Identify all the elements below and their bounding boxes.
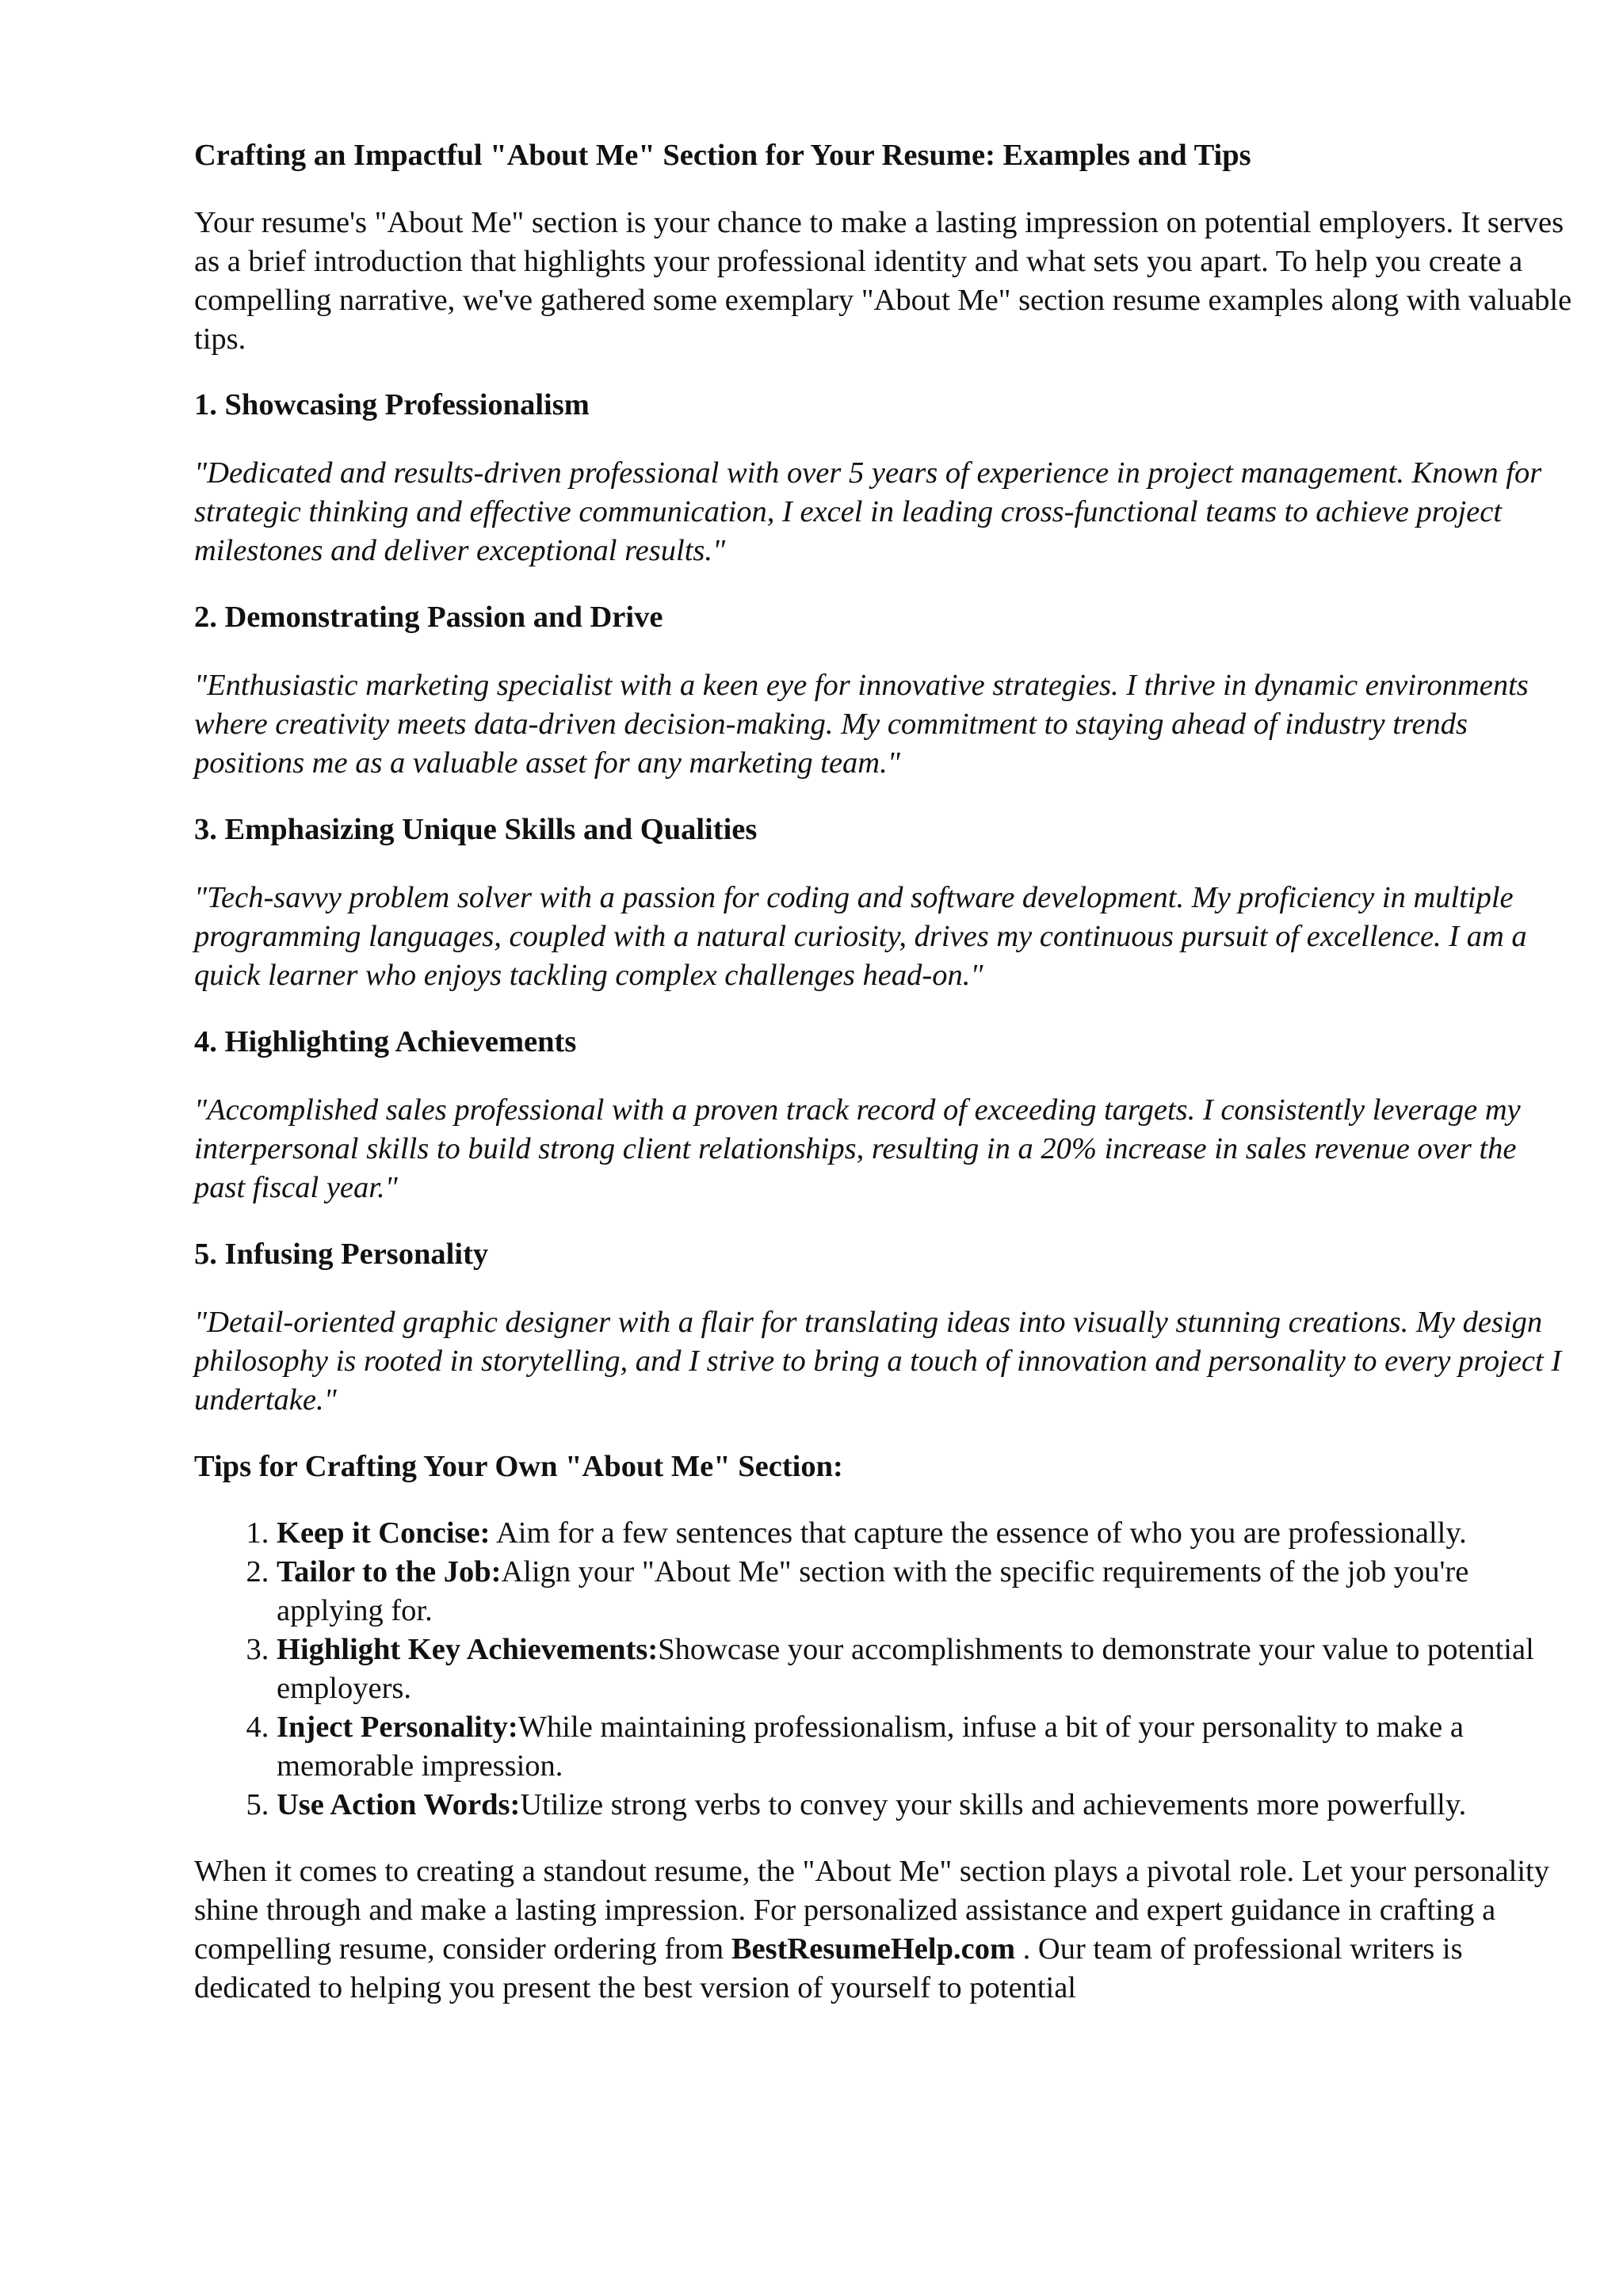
tip-title: Keep it Concise: xyxy=(277,1516,491,1550)
tip-title: Inject Personality: xyxy=(277,1711,518,1744)
tip-item xyxy=(277,1630,1573,1708)
document-title: Crafting an Impactful "About Me" Section for Your Resume: Examples and Tips xyxy=(194,139,1251,172)
tip-title: Highlight Key Achievements: xyxy=(277,1633,659,1666)
example-quote: "Enthusiastic marketing specialist with a keen eye for innovative strategies. I thrive in dynamic environments where creativity meets data-driven decision-making. My commitment to staying ahead of industry trends positions me as a valuable asset for any marketing team." xyxy=(194,669,1529,780)
intro-paragraph: Your resume's "About Me" section is your chance to make a lasting impression on potential employers. It serves as a brief introduction that highlights your professional identity and what sets you apart. To help you create a compelling narrative, we've gathered some exemplary "About Me" section resume examples along with valuable tips. xyxy=(194,206,1572,356)
example-section-1 xyxy=(194,386,1573,570)
closing-text-after: . Our team of professional writers is dedicated to helping you present the best version of yourself to potential xyxy=(194,1932,1463,2004)
tip-item xyxy=(277,1553,1573,1630)
section-heading: 5. Infusing Personality xyxy=(194,1238,489,1271)
tips-heading: Tips for Crafting Your Own "About Me" Section: xyxy=(194,1450,843,1483)
tip-text: Showcase your accomplishments to demonstrate your value to potential employers. xyxy=(277,1633,1534,1705)
example-section-5 xyxy=(194,1235,1573,1420)
example-quote: "Accomplished sales professional with a proven track record of exceeding targets. I consistently leverage my interpersonal skills to build strong client relationships, resulting in a 20% increase in sales revenue over the past fiscal year." xyxy=(194,1093,1521,1204)
example-quote: "Dedicated and results-driven professional with over 5 years of experience in project management. Known for strategic thinking and effective communication, I excel in leading cross-functional teams to achieve project milestones and deliver exceptional results." xyxy=(194,456,1542,567)
document-page xyxy=(194,136,1573,2008)
tip-title: Tailor to the Job: xyxy=(277,1555,502,1589)
closing-paragraph xyxy=(194,1852,1573,2008)
section-heading: 3. Emphasizing Unique Skills and Qualities xyxy=(194,813,758,846)
section-heading: 4. Highlighting Achievements xyxy=(194,1025,577,1058)
tips-list xyxy=(194,1514,1573,1825)
tip-text: Utilize strong verbs to convey your skills and achievements more powerfully. xyxy=(520,1788,1467,1821)
example-section-4 xyxy=(194,1023,1573,1207)
tip-item xyxy=(277,1708,1573,1786)
example-quote: "Tech-savvy problem solver with a passion for coding and software development. My proficiency in multiple programming languages, coupled with a natural curiosity, drives my continuous pursuit of excellence. I am a quick learner who enjoys tackling complex challenges head-on." xyxy=(194,881,1527,992)
tip-text: While maintaining professionalism, infuse a bit of your personality to make a memorable impression. xyxy=(277,1711,1464,1783)
closing-text-before: When it comes to creating a standout resume, the "About Me" section plays a pivotal role. Let your personality shine through and make a lasting impression. For personalized assistance and expert guidance in crafting a compelling resume, consider ordering from xyxy=(194,1855,1549,1966)
tip-text: Align your "About Me" section with the specific requirements of the job you're applying for. xyxy=(277,1555,1469,1627)
tip-title: Use Action Words: xyxy=(277,1788,521,1821)
example-section-3 xyxy=(194,810,1573,995)
tip-item xyxy=(277,1786,1573,1825)
example-section-2 xyxy=(194,598,1573,783)
tip-text: Aim for a few sentences that capture the essence of who you are professionally. xyxy=(490,1516,1467,1550)
section-heading: 2. Demonstrating Passion and Drive xyxy=(194,601,663,634)
section-heading: 1. Showcasing Professionalism xyxy=(194,388,590,421)
tip-item xyxy=(277,1514,1573,1553)
brand-name: BestResumeHelp.com xyxy=(731,1932,1016,1966)
example-quote: "Detail-oriented graphic designer with a flair for translating ideas into visually stunning creations. My design philosophy is rooted in storytelling, and I strive to bring a touch of innovation and personality to every project I undertake." xyxy=(194,1306,1562,1417)
